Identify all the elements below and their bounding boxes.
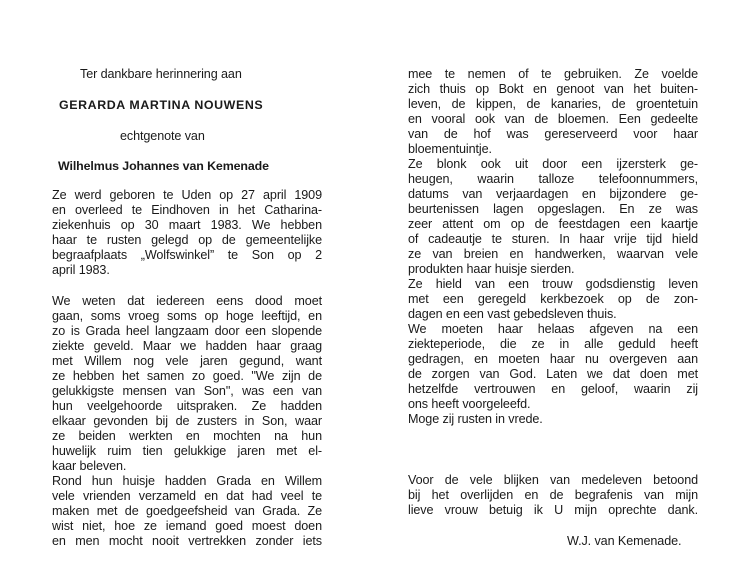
body-line: Ze hield van een trouw godsdienstig leven [408, 277, 698, 291]
body-line: ziekteperiode, die ze in alle geduld heeft [408, 337, 698, 351]
body-line: maken met de goedgeefsheid van Grada. Ze [52, 504, 322, 518]
body-line: zich thuis op Bokt en genoot van het buiten- [408, 82, 698, 96]
body-line: Ze blonk ook uit door een ijzersterk ge- [408, 157, 698, 171]
body-line: met een geregeld kerkbezoek op de zon- [408, 292, 698, 306]
body-line: gelukkigste mensen van Son", was een van [52, 384, 322, 398]
body-line: en men mocht nooit vertrekken zonder iets [52, 534, 322, 548]
body-line: ziekenhuis op 30 maart 1983. We hebben [52, 218, 322, 232]
intro-text: Ter dankbare herinnering aan [80, 67, 242, 81]
body-line: gaan, soms vroeg soms op hoge leeftijd, en [52, 309, 322, 323]
body-line: We weten dat iedereen eens dood moet [52, 294, 322, 308]
body-line: met Willem nog vele jaren gegund, want [52, 354, 322, 368]
body-line: Rond hun huisje hadden Grada en Willem [52, 474, 322, 488]
body-line: mee te nemen of te gebruiken. Ze voelde [408, 67, 698, 81]
body-line: ze beiden werkten en mochten na hun [52, 429, 322, 443]
signature: W.J. van Kemenade. [567, 534, 682, 548]
body-line: zo is Grada heel langzaam door een slopende [52, 324, 322, 338]
body-line: leven, de kippen, de kanaries, de groentetuin [408, 97, 698, 111]
body-line: begraafplaats „Wolfswinkel” te Son op 2 [52, 248, 322, 262]
thanks-line: bij het overlijden en de begrafenis van mijn [408, 488, 698, 502]
body-line: elkaar gevonden bij de zusters in Son, waar [52, 414, 322, 428]
body-line: april 1983. [52, 263, 110, 277]
body-line: Ze werd geboren te Uden op 27 april 1909 [52, 188, 322, 202]
deceased-name: GERARDA MARTINA NOUWENS [59, 98, 264, 112]
body-line: We moeten haar helaas afgeven na een [408, 322, 698, 336]
body-line: haar te rusten gelegd op de gemeentelijke [52, 233, 322, 247]
body-line: gedragen, en moeten haar nu overgeven aan [408, 352, 698, 366]
body-line: heugen, waarin talloze telefoonnummers, [408, 172, 698, 186]
body-line: dagen en een vast gebedsleven thuis. [408, 307, 617, 321]
body-line: wist niet, hoe ze iemand goed moest doen [52, 519, 322, 533]
closing-line: Moge zij rusten in vrede. [408, 412, 543, 426]
body-line: zeer attent om op de feestdagen een kaartje [408, 217, 698, 231]
body-line: hetzelfde vertrouwen en geloof, waarin zij [408, 382, 698, 396]
spouse-name: Wilhelmus Johannes van Kemenade [58, 159, 269, 173]
body-line: vele vrienden verzameld en dat had veel te [52, 489, 322, 503]
body-line: of cadeautje te sturen. In haar vrije tijd hield [408, 232, 698, 246]
body-line: en overleed te Eindhoven in het Catharina- [52, 203, 322, 217]
body-line: kaar beleven. [52, 459, 127, 473]
body-line: en vooral ook van de bloemen. Een gedeelte [408, 112, 698, 126]
thanks-line: lieve vrouw betuig ik U mijn oprechte dank. [408, 503, 698, 517]
body-line: huwelijk ruim tien gelukkige jaren met el- [52, 444, 322, 458]
body-line: de zorgen van God. Laten we dat doen met [408, 367, 698, 381]
body-line: datums van verjaardagen en bijzondere ge- [408, 187, 698, 201]
spouse-label: echtgenote van [120, 129, 205, 143]
body-line: ze van breien en handwerken, waarvan vele [408, 247, 698, 261]
body-line: hun veelgehoorde uitspraken. Ze hadden [52, 399, 322, 413]
body-line: produkten haar huisje sierden. [408, 262, 575, 276]
body-line: beurtenissen lagen opgeslagen. En ze was [408, 202, 698, 216]
thanks-line: Voor de vele blijken van medeleven betoond [408, 473, 698, 487]
body-line: bloementuintje. [408, 142, 492, 156]
body-line: van de hof was gereserveerd voor haar [408, 127, 698, 141]
body-line: ze hebben het samen zo goed. "We zijn de [52, 369, 322, 383]
body-line: ons heeft voorgeleefd. [408, 397, 531, 411]
body-line: ziekte geveld. Maar we hadden haar graag [52, 339, 322, 353]
